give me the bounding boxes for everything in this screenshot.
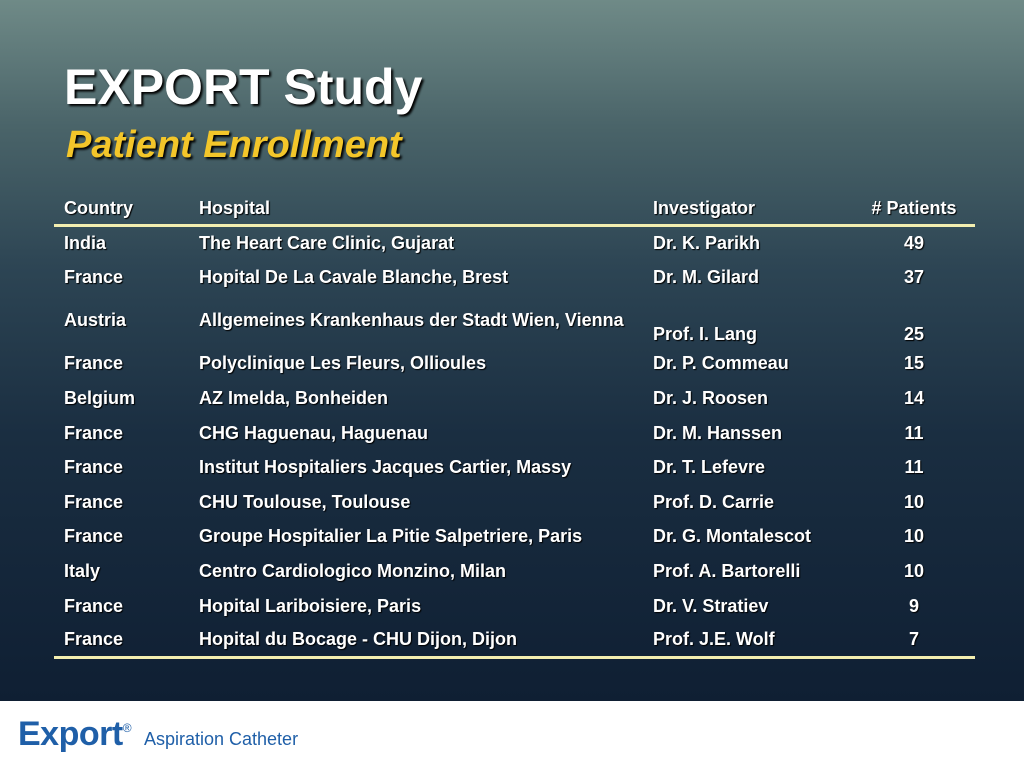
slide-subtitle: Patient Enrollment bbox=[66, 124, 402, 166]
cell-country: France bbox=[64, 595, 124, 616]
cell-hospital: Allgemeines Krankenhaus der Stadt Wien, Vienna bbox=[199, 310, 624, 331]
table-row bbox=[54, 588, 975, 623]
cell-country: France bbox=[64, 422, 124, 443]
cell-investigator: Dr. T. Lefevre bbox=[653, 457, 766, 478]
cell-hospital: Groupe Hospitalier La Pitie Salpetriere, Paris bbox=[199, 526, 583, 547]
cell-hospital: AZ Imelda, Bonheiden bbox=[199, 388, 389, 409]
header-hospital: Hospital bbox=[199, 192, 653, 225]
logo-brand: Export bbox=[18, 715, 123, 753]
logo-registered-mark: ® bbox=[122, 721, 132, 735]
cell-hospital: Polyclinique Les Fleurs, Ollioules bbox=[199, 353, 487, 374]
cell-patients: 11 bbox=[904, 422, 924, 443]
logo-tagline: Aspiration Catheter bbox=[143, 729, 299, 749]
cell-hospital: CHU Toulouse, Toulouse bbox=[199, 491, 411, 512]
table-row bbox=[54, 415, 975, 450]
table-row bbox=[54, 294, 975, 346]
cell-investigator: Dr. M. Hanssen bbox=[653, 422, 783, 443]
cell-country: France bbox=[64, 266, 124, 287]
cell-patients: 15 bbox=[903, 353, 925, 374]
table-header-row bbox=[54, 192, 975, 225]
cell-patients: 49 bbox=[903, 233, 925, 254]
cell-hospital: Centro Cardiologico Monzino, Milan bbox=[199, 561, 506, 582]
table-row bbox=[54, 485, 975, 520]
cell-investigator: Prof. J.E. Wolf bbox=[653, 623, 853, 658]
header-country: Country bbox=[54, 192, 199, 225]
cell-investigator: Dr. V. Stratiev bbox=[653, 595, 769, 616]
cell-investigator: Dr. P. Commeau bbox=[653, 353, 789, 374]
cell-hospital: CHG Haguenau, Haguenau bbox=[199, 422, 429, 443]
cell-patients: 25 bbox=[903, 324, 925, 345]
table-row bbox=[54, 450, 975, 485]
cell-country: France bbox=[64, 491, 124, 512]
cell-investigator: Dr. J. Roosen bbox=[653, 388, 769, 409]
table-row bbox=[54, 260, 975, 295]
table-row bbox=[54, 381, 975, 416]
cell-hospital: The Heart Care Clinic, Gujarat bbox=[199, 233, 455, 254]
cell-country: France bbox=[64, 353, 124, 374]
cell-hospital: Hopital du Bocage - CHU Dijon, Dijon bbox=[199, 623, 653, 658]
table-row bbox=[54, 554, 975, 589]
cell-hospital: Institut Hospitaliers Jacques Cartier, Massy bbox=[199, 457, 572, 478]
cell-patients: 10 bbox=[903, 561, 925, 582]
cell-country: France bbox=[64, 526, 124, 547]
cell-hospital: Hopital Lariboisiere, Paris bbox=[199, 595, 422, 616]
cell-country: Austria bbox=[64, 310, 127, 331]
cell-patients: 9 bbox=[908, 595, 919, 616]
cell-country: Italy bbox=[64, 561, 101, 582]
enrollment-table bbox=[54, 192, 975, 659]
cell-investigator: Prof. I. Lang bbox=[653, 324, 758, 345]
cell-country: France bbox=[54, 623, 199, 658]
cell-patients: 7 bbox=[853, 623, 975, 658]
cell-country: India bbox=[64, 233, 107, 254]
table-row bbox=[54, 346, 975, 381]
table-row bbox=[54, 623, 975, 658]
cell-country: France bbox=[64, 457, 124, 478]
header-investigator: Investigator bbox=[653, 192, 853, 225]
cell-investigator: Prof. D. Carrie bbox=[653, 491, 775, 512]
cell-investigator: Prof. A. Bartorelli bbox=[653, 561, 801, 582]
cell-patients: 10 bbox=[903, 491, 925, 512]
cell-country: Belgium bbox=[64, 388, 136, 409]
cell-investigator: Dr. K. Parikh bbox=[653, 233, 761, 254]
cell-hospital: Hopital De La Cavale Blanche, Brest bbox=[199, 266, 509, 287]
cell-patients: 10 bbox=[903, 526, 925, 547]
cell-patients: 14 bbox=[903, 388, 925, 409]
cell-investigator: Dr. M. Gilard bbox=[653, 266, 760, 287]
footer-bar bbox=[0, 701, 1024, 768]
header-patients: # Patients bbox=[853, 192, 975, 225]
export-logo bbox=[18, 715, 298, 754]
table-row bbox=[54, 225, 975, 260]
cell-investigator: Dr. G. Montalescot bbox=[653, 526, 812, 547]
table-row bbox=[54, 519, 975, 554]
cell-patients: 11 bbox=[904, 457, 924, 478]
slide-title: EXPORT Study bbox=[64, 59, 423, 115]
cell-patients: 37 bbox=[903, 266, 925, 287]
